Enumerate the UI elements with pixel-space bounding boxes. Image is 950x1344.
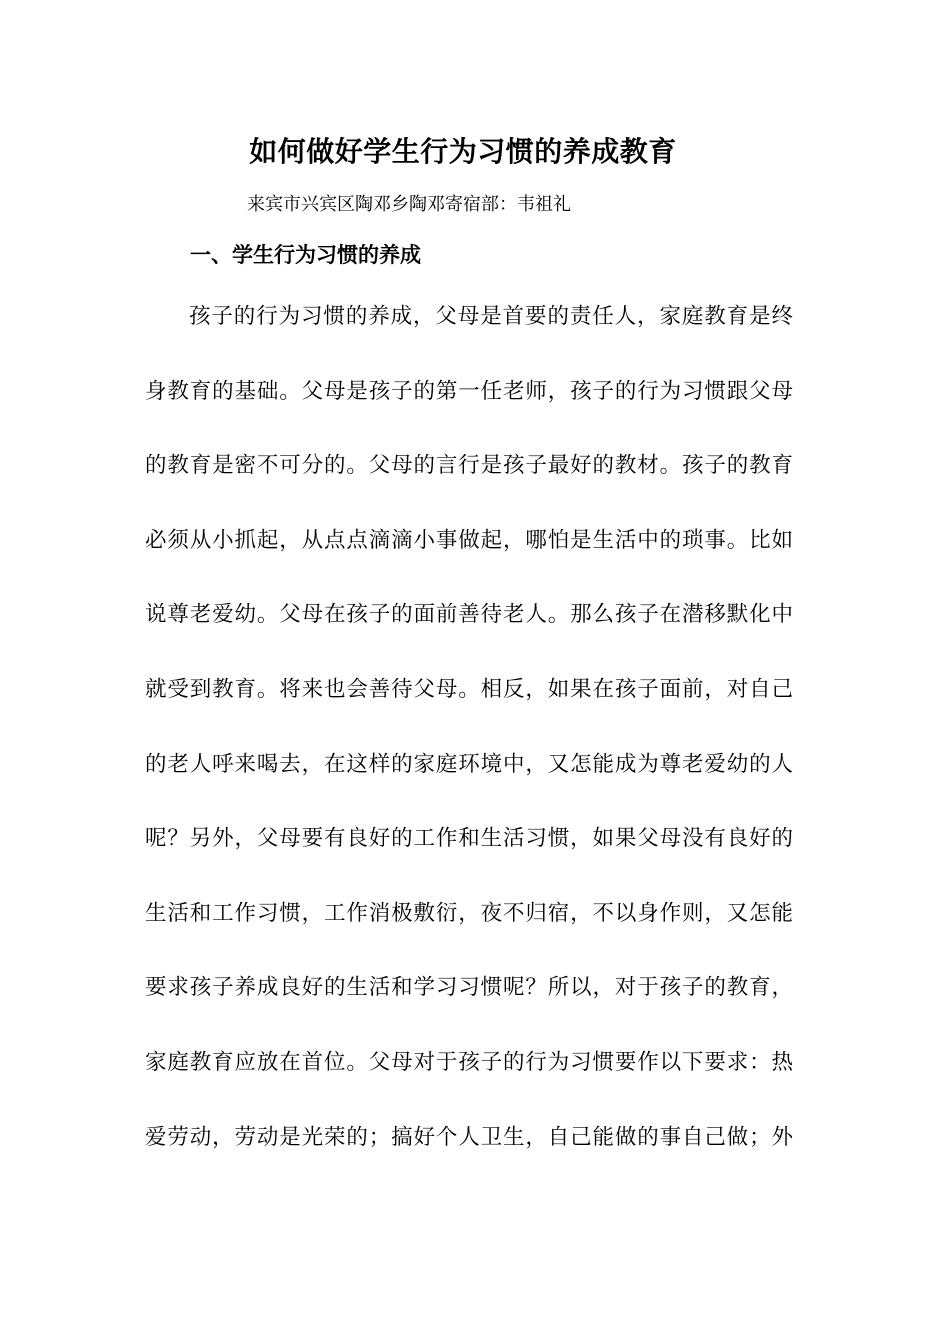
paragraph-line: 生活和工作习惯，工作消极敷衍，夜不归宿，不以身作则，又怎能 xyxy=(145,900,793,926)
paragraph-line: 家庭教育应放在首位。父母对于孩子的行为习惯要作以下要求：热 xyxy=(145,1049,793,1075)
paragraph-line: 就受到教育。将来也会善待父母。相反，如果在孩子面前，对自己 xyxy=(145,676,793,702)
paragraph-line: 必须从小抓起，从点点滴滴小事做起，哪怕是生活中的琐事。比如 xyxy=(145,527,793,553)
body-paragraph xyxy=(145,295,793,1190)
section-heading: 一、学生行为习惯的养成 xyxy=(190,242,421,267)
paragraph-line: 孩子的行为习惯的养成，父母是首要的责任人，家庭教育是终 xyxy=(189,304,793,329)
paragraph-line: 要求孩子养成良好的生活和学习习惯呢？所以，对于孩子的教育， xyxy=(145,975,793,1001)
document-title: 如何做好学生行为习惯的养成教育 xyxy=(249,135,677,168)
paragraph-line: 身教育的基础。父母是孩子的第一任老师，孩子的行为习惯跟父母 xyxy=(145,378,793,404)
paragraph-line: 说尊老爱幼。父母在孩子的面前善待老人。那么孩子在潜移默化中 xyxy=(145,602,793,628)
paragraph-line: 呢？另外，父母要有良好的工作和生活习惯，如果父母没有良好的 xyxy=(145,826,793,852)
paragraph-line: 的教育是密不可分的。父母的言行是孩子最好的教材。孩子的教育 xyxy=(145,453,793,479)
author-line: 来宾市兴宾区陶邓乡陶邓寄宿部：韦祖礼 xyxy=(247,194,571,215)
paragraph-line: 的老人呼来喝去，在这样的家庭环境中，又怎能成为尊老爱幼的人 xyxy=(145,751,793,777)
paragraph-line: 爱劳动，劳动是光荣的；搞好个人卫生，自己能做的事自己做；外 xyxy=(145,1124,793,1150)
